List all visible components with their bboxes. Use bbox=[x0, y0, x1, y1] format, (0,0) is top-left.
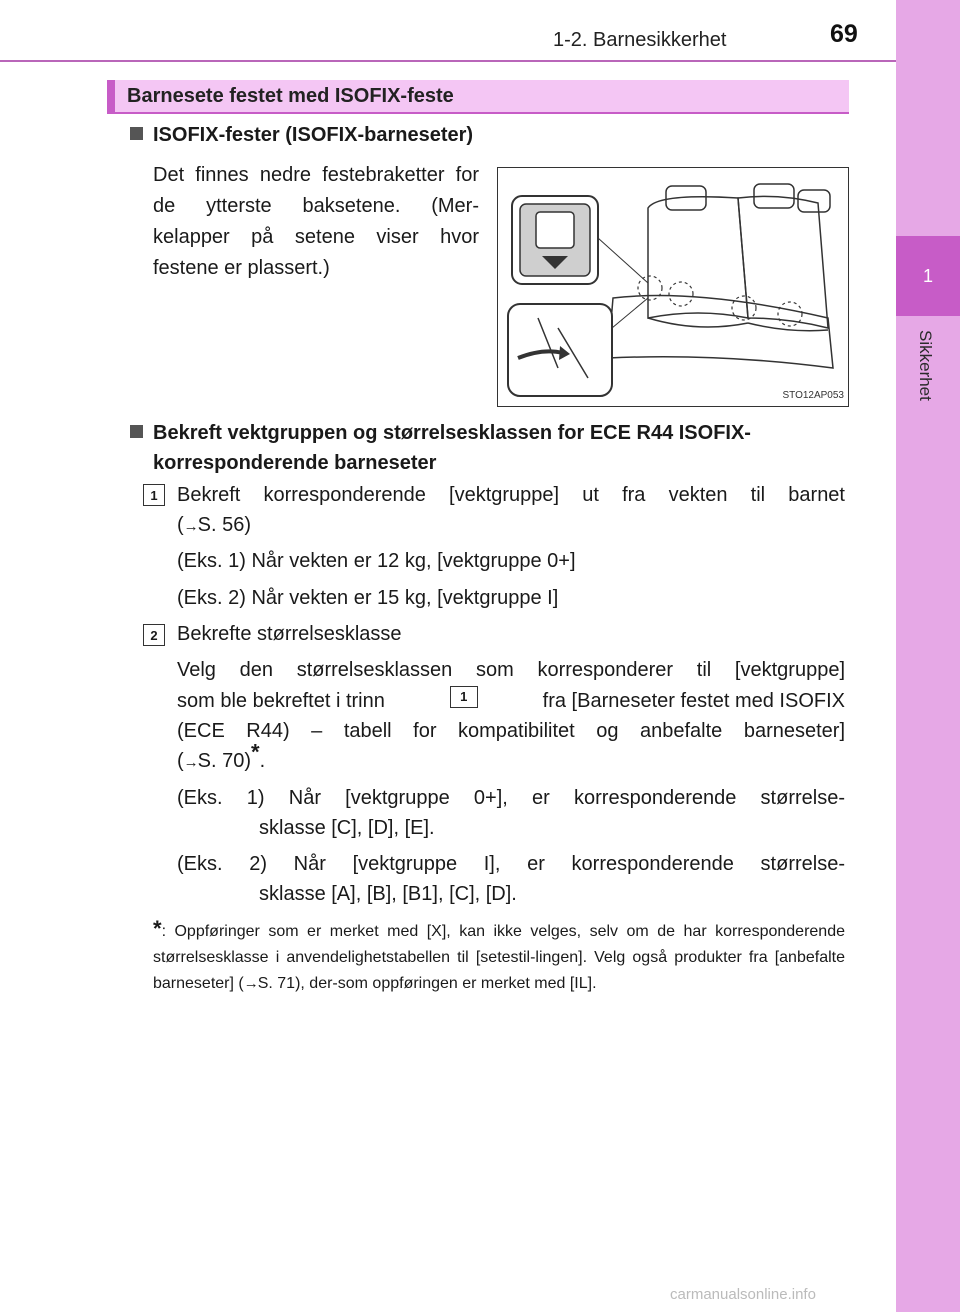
step2-line2: som ble bekreftet i trinn 1 fra [Barneseter festet med ISOFIX bbox=[177, 686, 845, 716]
ref-arrow-icon: → bbox=[183, 518, 198, 535]
child-seat-icon bbox=[536, 212, 574, 248]
anchor-circle-2 bbox=[669, 282, 693, 306]
inline-step-badge-1: 1 bbox=[450, 686, 478, 708]
step2-example-2-line1: (Eks. 2) Når [vektgruppe I], er korresponderende størrelse- bbox=[177, 853, 845, 875]
step1-example-1: (Eks. 1) Når vekten er 12 kg, [vektgruppe 0+] bbox=[177, 550, 576, 572]
header-rule bbox=[0, 60, 896, 62]
figure-code: STO12AP053 bbox=[782, 390, 844, 401]
ref-arrow-icon: → bbox=[183, 754, 198, 771]
step-badge-2: 2 bbox=[143, 624, 165, 646]
page-number: 69 bbox=[830, 20, 858, 48]
rear-seat-drawing bbox=[498, 168, 847, 405]
step1-line2: (→S. 56) bbox=[177, 514, 252, 536]
step2-example-1-line2: sklasse [C], [D], [E]. bbox=[259, 817, 435, 839]
section-heading-text: Barnesete festet med ISOFIX-feste bbox=[127, 85, 454, 107]
step1-example-2: (Eks. 2) Når vekten er 15 kg, [vektgruppe I] bbox=[177, 587, 559, 609]
watermark: carmanualsonline.info bbox=[670, 1286, 816, 1303]
bullet-square-icon bbox=[130, 127, 143, 140]
chapter-tab bbox=[896, 0, 960, 1312]
headrest-right bbox=[798, 190, 830, 212]
step2-example-2-line2: sklasse [A], [B], [B1], [C], [D]. bbox=[259, 883, 517, 905]
isofix-intro-paragraph: Det finnes nedre festebraketter for de ytterste baksetene. (Mer-kelapper på setene viser hvor festene er plassert.) bbox=[153, 164, 479, 279]
footnote: *: Oppføringer som er merket med [X], kan ikke velges, selv om de har korresponderende størrelsesklasse i anvendelighetstabellen til [setestil-lingen]. Velg også produkter fra [anbefalte barneseter] (→S. 71), der-som oppføringen er merket med [IL]. bbox=[153, 916, 845, 992]
subsection-weight-group-title: Bekreft vektgruppen og størrelsesklassen for ECE R44 ISOFIX- korresponderende barneseter bbox=[130, 418, 845, 478]
step1-line1: Bekreft korresponderende [vektgruppe] ut fra vekten til barnet bbox=[177, 484, 845, 506]
step2-line3: (ECE R44) – tabell for kompatibilitet og anbefalte barneseter] bbox=[177, 720, 845, 742]
step2-example-1-line1: (Eks. 1) Når [vektgruppe 0+], er korresponderende størrelse- bbox=[177, 787, 845, 809]
section-heading bbox=[107, 80, 849, 114]
chapter-label: Sikkerhet bbox=[916, 330, 935, 401]
page-header bbox=[0, 0, 896, 62]
step-badge-1: 1 bbox=[143, 484, 165, 506]
chapter-number: 1 bbox=[896, 236, 960, 316]
step2-line4: (→S. 70)*. bbox=[177, 739, 266, 772]
isofix-seat-illustration bbox=[497, 167, 849, 407]
section-title: 1-2. Barnesikkerhet bbox=[553, 29, 727, 51]
subsection-isofix-title: ISOFIX-fester (ISOFIX-barneseter) bbox=[130, 124, 473, 147]
step2-line1: Velg den størrelsesklassen som korresponderer til [vektgruppe] bbox=[177, 659, 845, 681]
bullet-square-icon bbox=[130, 425, 143, 438]
step2-title: Bekrefte størrelsesklasse bbox=[177, 623, 402, 645]
heading-underline bbox=[107, 112, 849, 114]
ref-arrow-icon: → bbox=[243, 975, 258, 992]
seat-back-left bbox=[648, 197, 748, 318]
